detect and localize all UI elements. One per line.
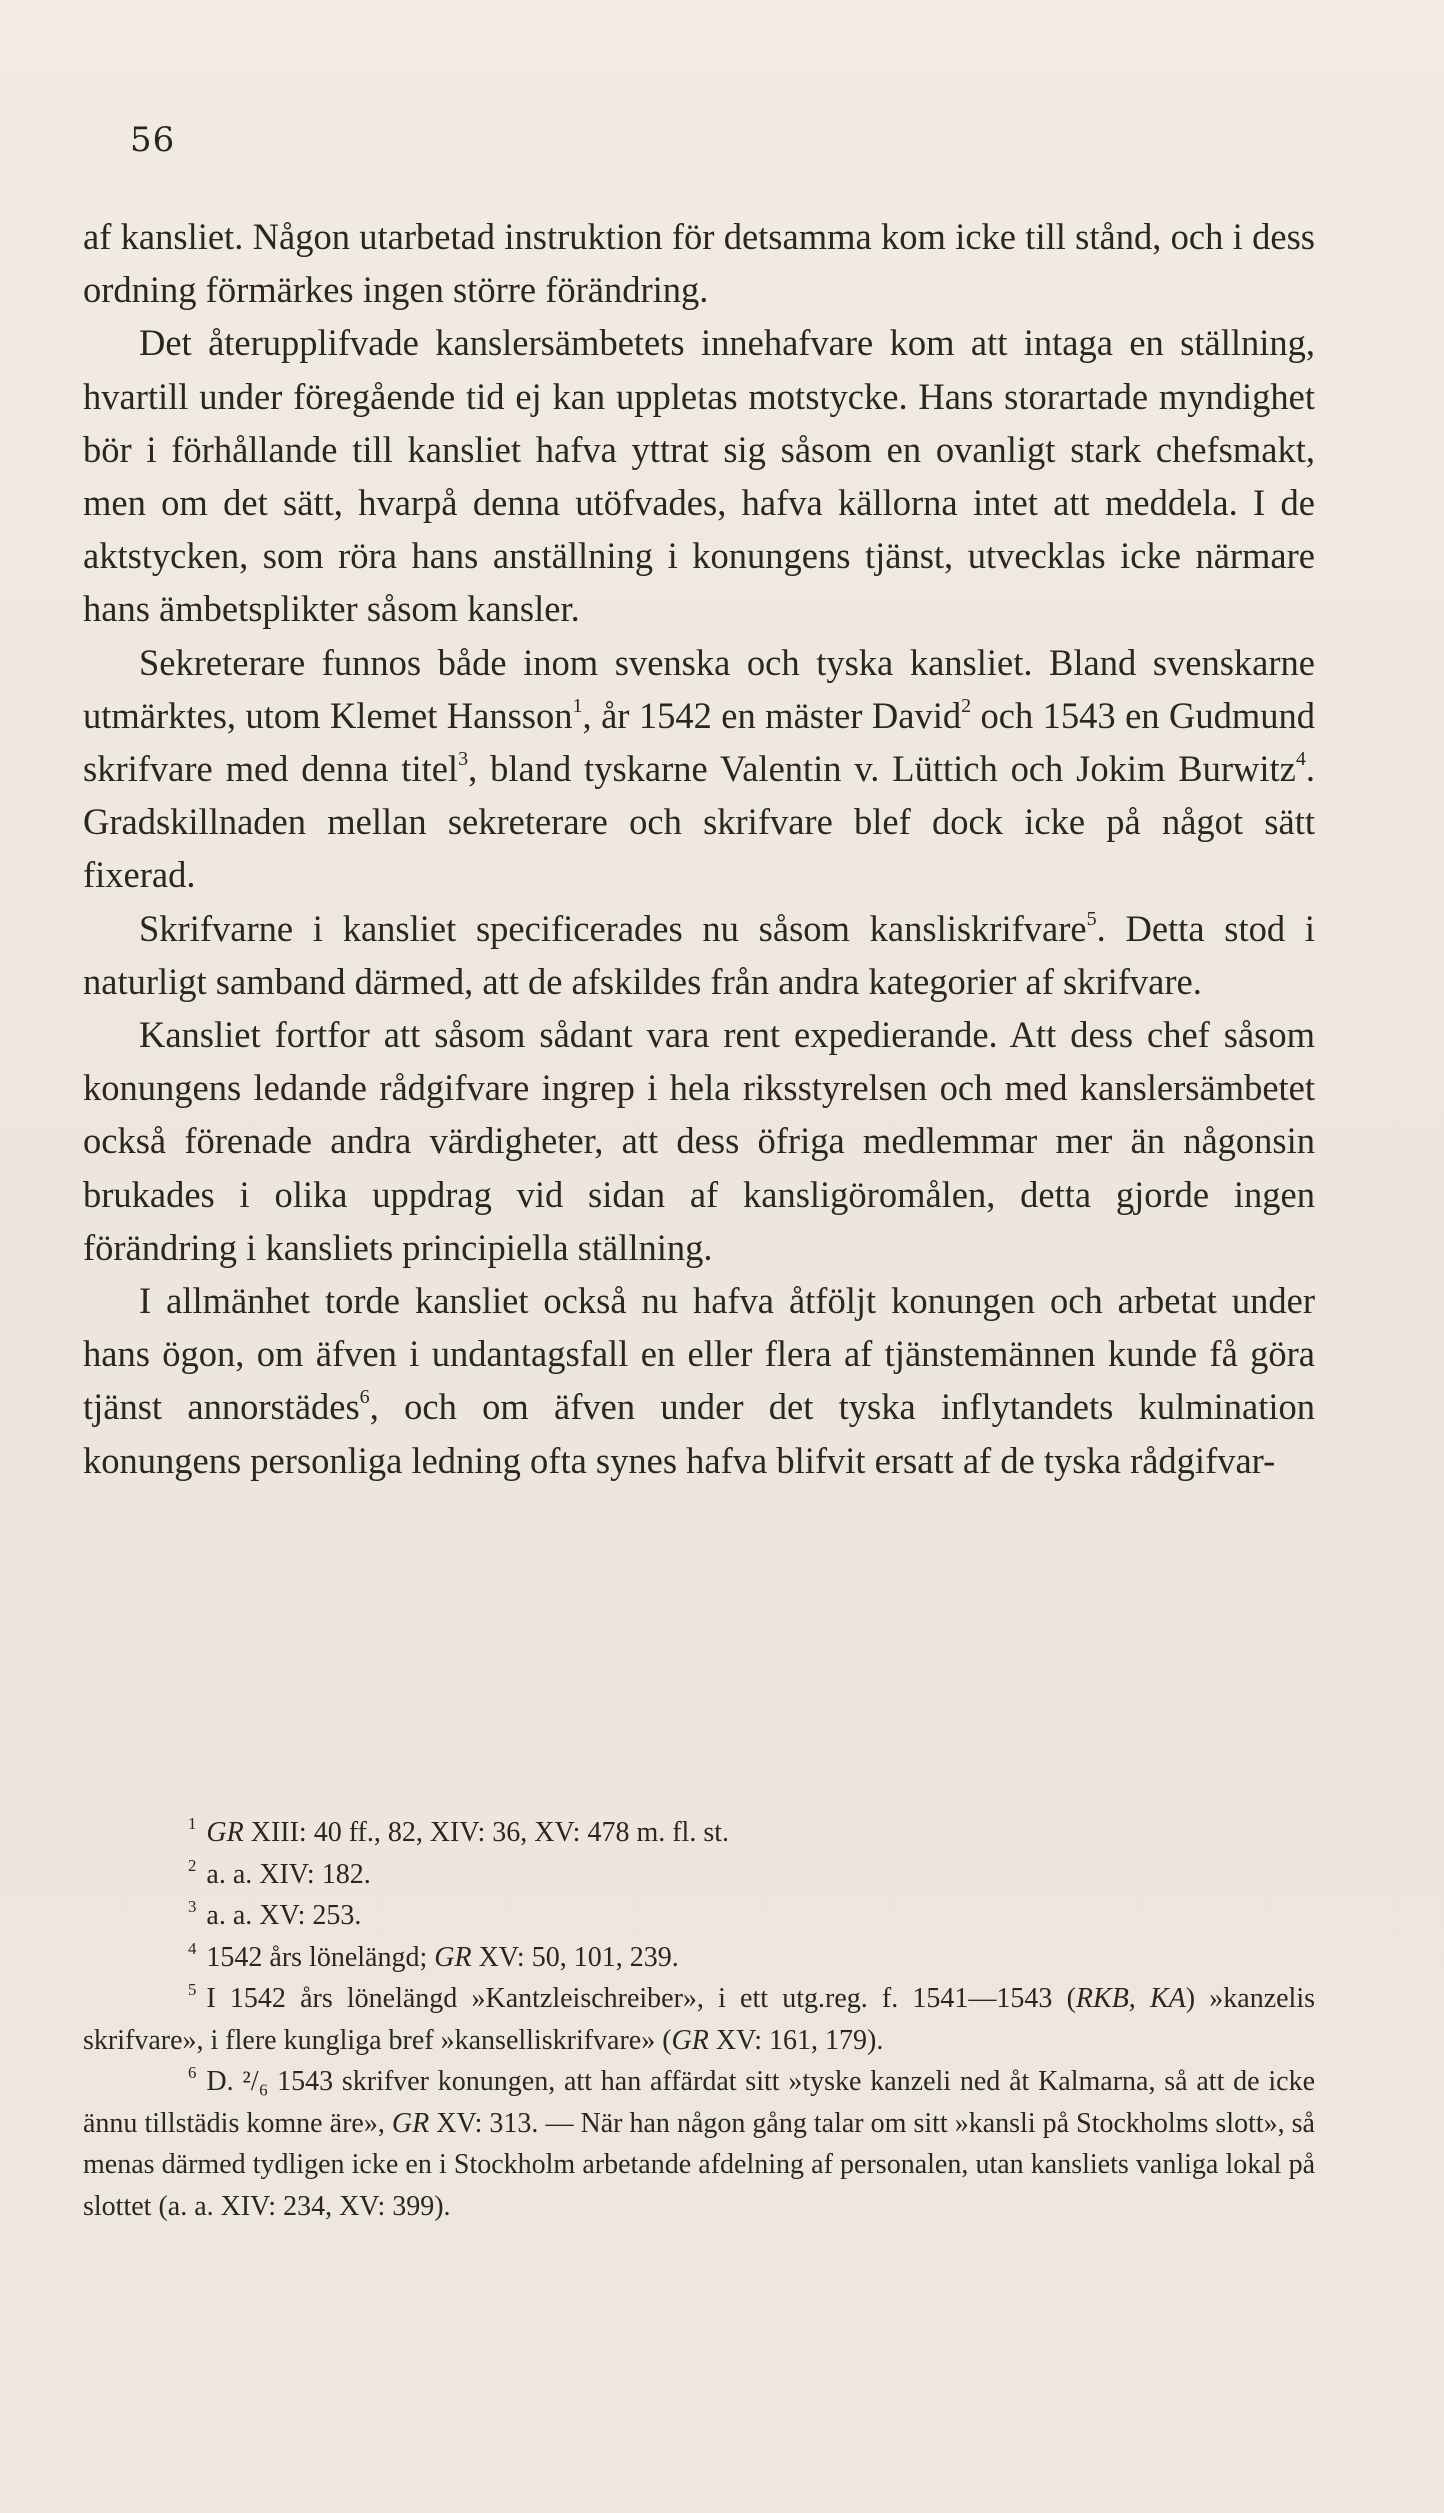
footnotes (83, 1812, 1315, 2227)
paragraph-1: af kansliet. Någon utarbetad instruktion för detsamma kom icke till stånd, och i dess ordning förmärkes ingen större förändring. (83, 216, 1315, 311)
footnote-2: $^2$ a. a. XIV: 182. (188, 1855, 371, 1890)
paragraph-4: Skrifvarne i kansliet specificerades nu såsom kansliskrifvare$^5$. Detta stod i naturligt samband därmed, att de afskildes från andra kategorier af skrifvare. (83, 907, 1316, 1002)
footnote-ref-4: 4 (1295, 747, 1306, 770)
footnote-6: $^6$ D. ²/₆ 1543 skrifver konungen, att han affärdat sitt »tyske kanzeli ned åt Kalmarna, så att de icke ännu tillstädis komne äre», GR XV: 313. — När han någon gång talar om sitt »kansli på Stockholms slott», så menas därmed tydligen icke en i Stockholm arbetande afdelning af personalen, utan kansliets vanliga lokal på slottet (a. a. XIV: 234, XV: 399). (83, 2063, 1315, 2222)
footnote-mark: 1 (188, 1814, 197, 1834)
footnote-1: $^1$ GR XIII: 40 ff., 82, XIV: 36, XV: 478 m. fl. st. (188, 1814, 730, 1848)
footnote-ref-2: 2 (961, 694, 972, 717)
paragraph-5: Kansliet fortfor att såsom sådant vara rent expedierande. Att dess chef såsom konungens ledande rådgifvare ingrep i hela riksstyrelsen och med kanslersämbetet också förenade andra värdigheter, att dess öfriga medlemmar mer än någonsin brukades i olika uppdrag vid sidan af kansligöromålen, detta gjorde ingen förändring i kansliets principiella ställning. (83, 1014, 1315, 1268)
footnote-mark: 6 (188, 2063, 197, 2083)
footnote-mark: 5 (188, 1980, 197, 2000)
footnote-mark: 3 (188, 1897, 197, 1917)
footnote-ref-6: 6 (359, 1386, 370, 1409)
footnote-ref-1: 1 (572, 694, 583, 717)
footnote-mark: 2 (188, 1855, 197, 1875)
paragraph-2: Det återupplifvade kanslersämbetets innehafvare kom att intaga en ställning, hvartill under föregående tid ej kan uppletas motstycke. Hans storartade myndighet bör i förhållande till kansliet hafva yttrat sig såsom en ovanligt stark chefsmakt, men om det sätt, hvarpå denna utöfvades, hafva källorna intet att meddela. I de aktstycken, som röra hans anställning i konungens tjänst, utvecklas icke närmare hans ämbetsplikter såsom kansler. (83, 322, 1315, 630)
footnote-3: $^3$ a. a. XV: 253. (188, 1897, 362, 1931)
footnote-ref-5: 5 (1086, 907, 1097, 930)
paragraph-3: Sekreterare funnos både inom svenska och tyska kansliet. Bland svenskarne utmärktes, utom Klemet Hansson$^1$, år 1542 en mäster David$^2$ och 1543 en Gudmund skrifvare med denna titel$^3$, bland tyskarne Valentin v. Lüttich och Jokim Burwitz$^4$. Gradskillnaden mellan sekreterare och skrifvare blef dock icke på något sätt fixerad. (83, 641, 1316, 896)
footnote-ref-3: 3 (458, 747, 469, 770)
footnote-4: $^4$ 1542 års lönelängd; GR XV: 50, 101, 239. (188, 1938, 679, 1973)
page-number: 56 (130, 120, 176, 160)
footnote-5: $^5$ I 1542 års lönelängd »Kantzleischreiber», i ett utg.reg. f. 1541—1543 (RKB, KA) »kanzelis skrifvare», i flere kungliga bref »kanselliskrifvare» (GR XV: 161, 179). (83, 1980, 1316, 2056)
body-text (83, 210, 1315, 1487)
footnote-mark: 4 (188, 1938, 197, 1958)
paragraph-6: I allmänhet torde kansliet också nu hafva åtföljt konungen och arbetat under hans ögon, om äfven i undantagsfall en eller flera af tjänstemännen kunde få göra tjänst annorstädes$^6$, och om äfven under det tyska inflytandets kulmination konungens personliga ledning ofta synes hafva blifvit ersatt af de tyska rådgifvar- (83, 1280, 1315, 1481)
